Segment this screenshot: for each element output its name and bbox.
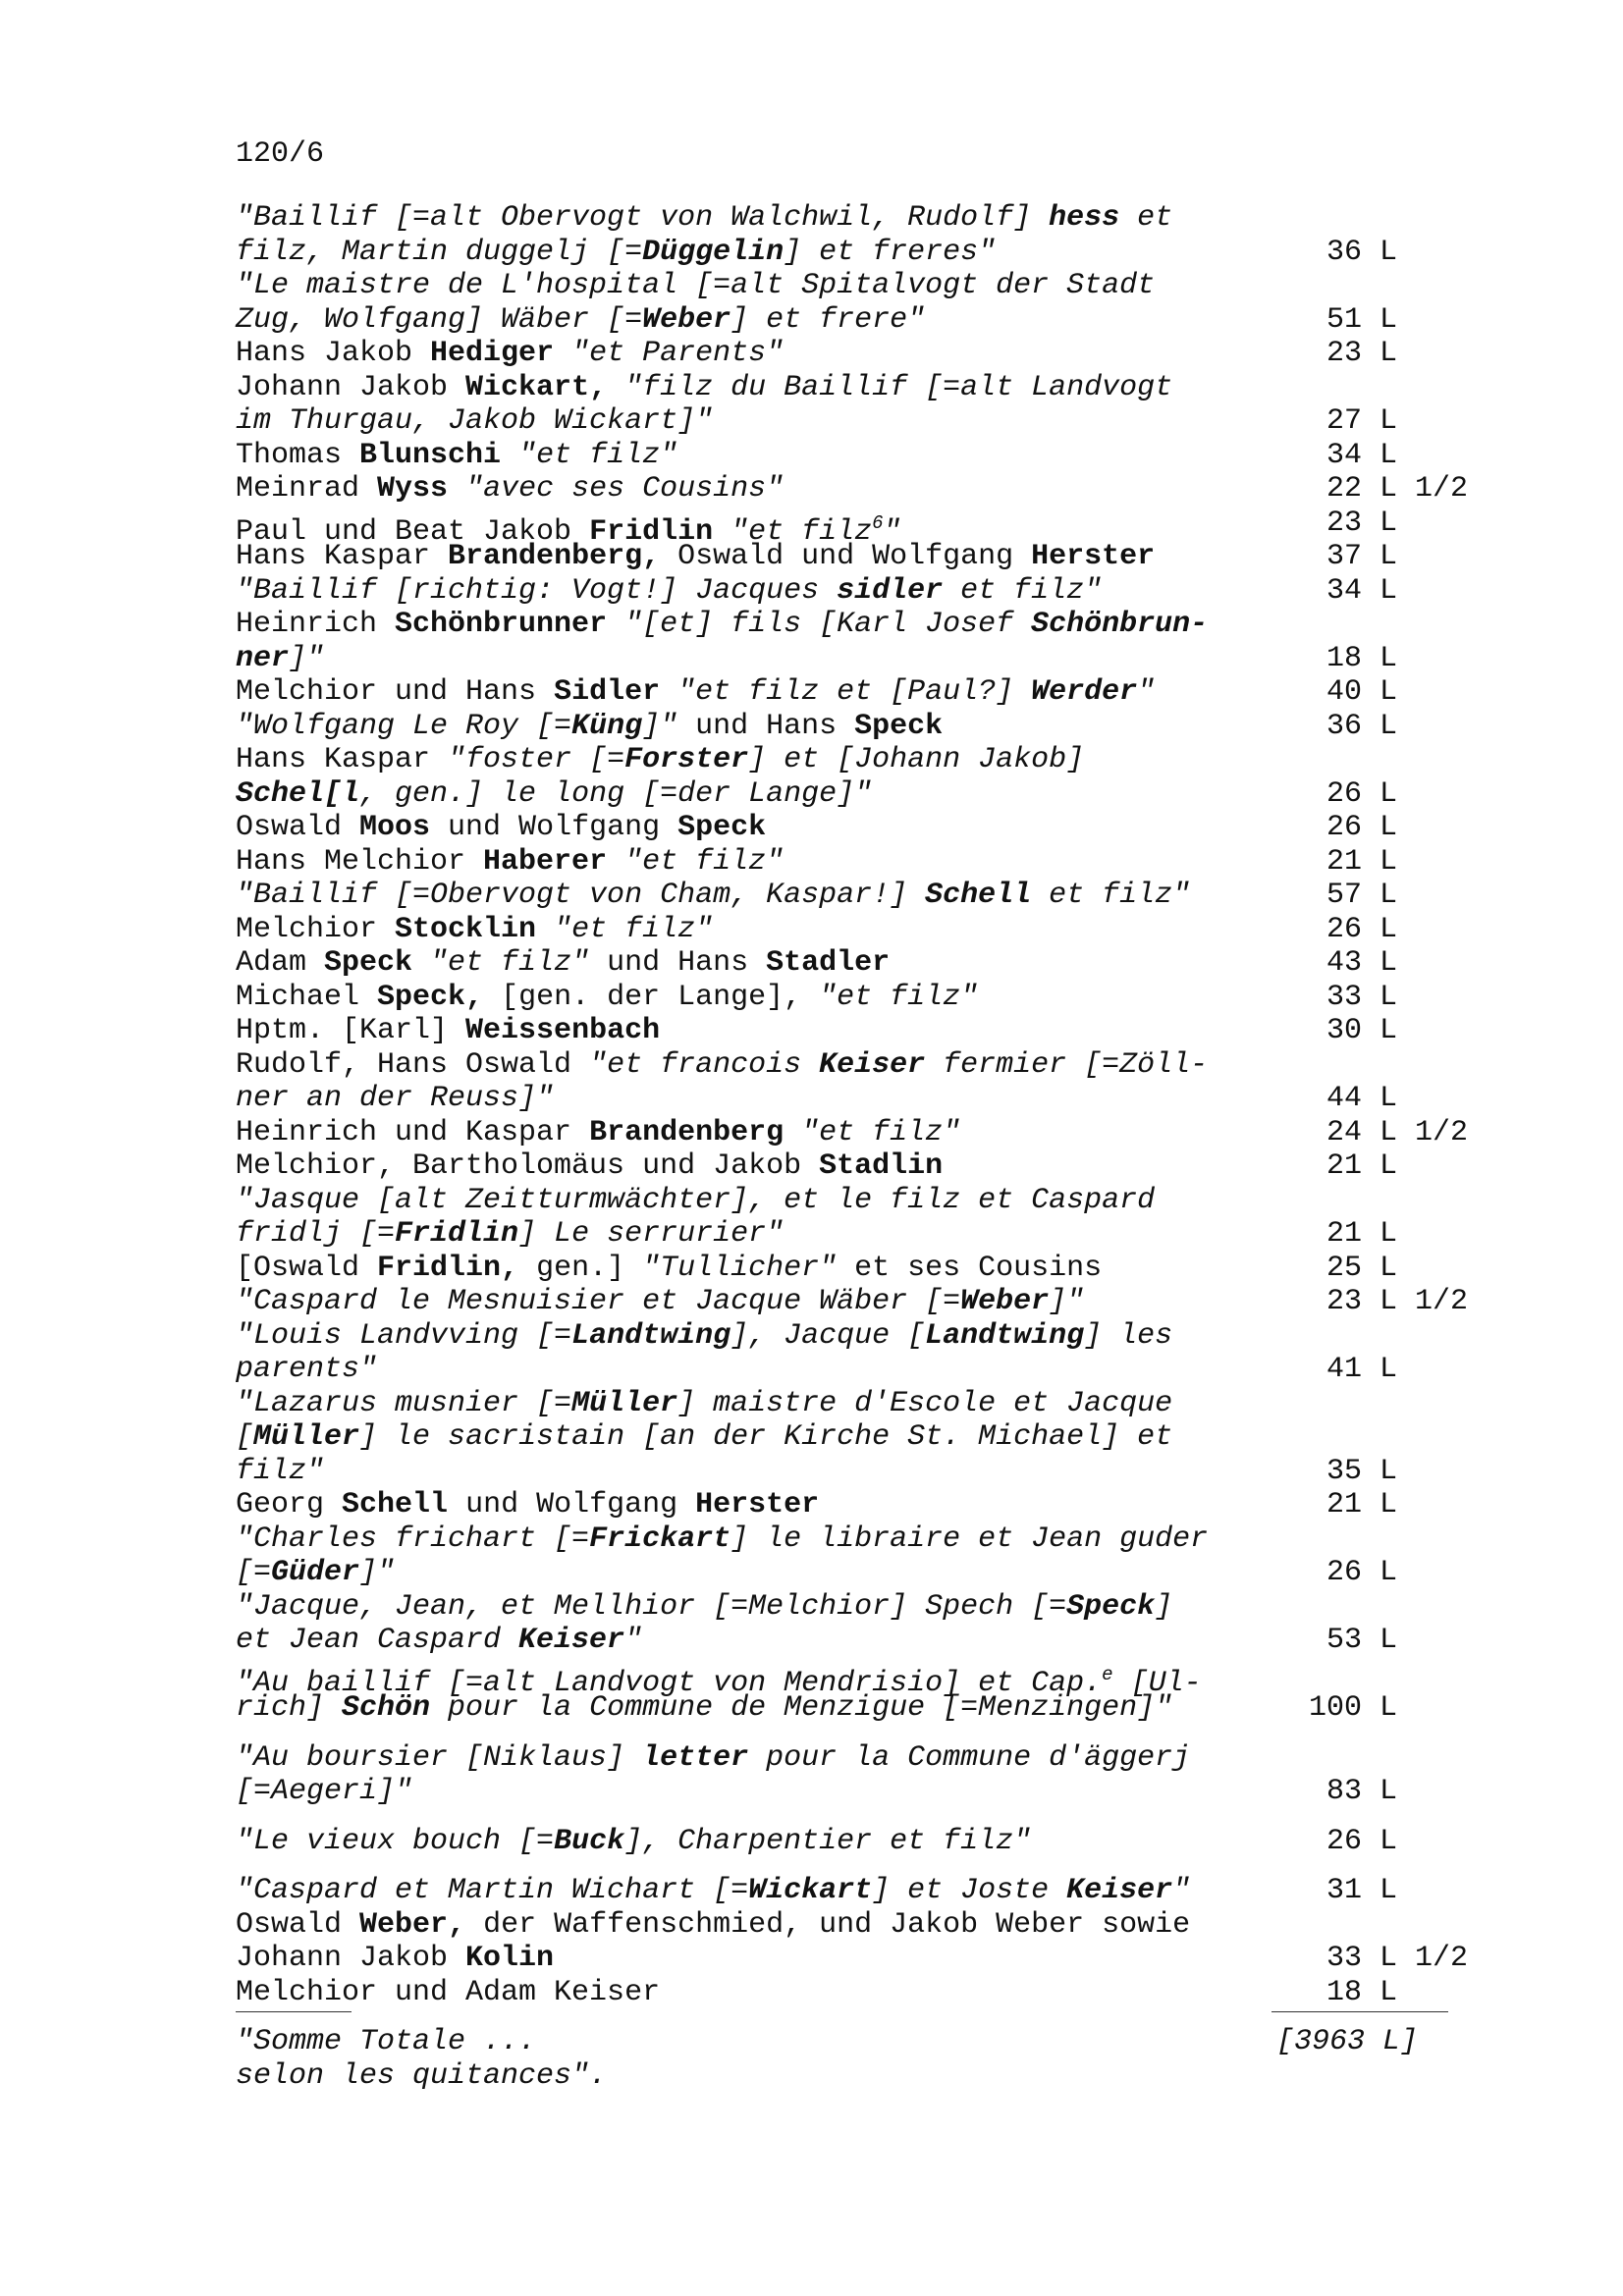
entry-amount: 100 L (1309, 1691, 1398, 1725)
text-segment: ] et frere" (730, 302, 926, 337)
text-segment: " (1137, 675, 1156, 709)
total-amount: [3963 L] (1276, 2025, 1419, 2058)
text-segment: Weber, (359, 1907, 466, 1942)
text-segment: Wickart, (465, 370, 608, 404)
text-segment: "foster [= (448, 743, 625, 776)
entry-amount: 53 L (1326, 1624, 1398, 1657)
text-segment: ]" (289, 641, 325, 675)
text-segment: Weber (642, 302, 731, 337)
entry-amount: 33 L (1326, 980, 1398, 1014)
text-segment: Hans Kaspar (236, 743, 449, 776)
text-segment: [=Aegeri]" (236, 1775, 413, 1808)
text-segment: Werder (1031, 675, 1138, 709)
entry-line-text (236, 371, 1172, 404)
text-segment: "[et] fils [Karl Josef (607, 608, 1032, 641)
entry-amount: 44 L (1326, 1082, 1398, 1115)
entry-amount: 36 L (1326, 235, 1398, 269)
entry-line-text (236, 1048, 1208, 1082)
text-segment: Sidler (554, 675, 661, 709)
entry-amount: 40 L (1326, 675, 1398, 709)
entry-line-text (236, 1522, 1208, 1556)
text-segment: parents" (236, 1353, 378, 1386)
entry-amount: 25 L (1326, 1251, 1398, 1285)
entry-line-text (236, 540, 1155, 573)
separator-rule-left (236, 2011, 352, 2012)
text-segment: Meinrad (236, 472, 378, 506)
entry-line-text (236, 1556, 395, 1589)
entry-amount: 43 L (1326, 946, 1398, 980)
text-segment: Brandenberg, (448, 540, 661, 573)
entry-line-text (236, 1285, 1084, 1318)
text-segment: Melchior und Adam Keiser (236, 1975, 661, 2009)
text-segment: und Hans (677, 709, 855, 743)
text-segment: Fridlin (589, 514, 714, 549)
text-segment: Schell (925, 879, 1032, 912)
text-segment: Brandenberg (589, 1115, 784, 1149)
text-segment: "et filz" (554, 912, 714, 946)
text-segment: Paul und Beat Jakob (236, 514, 590, 549)
text-segment: "Somme Totale ... (236, 2025, 537, 2058)
entry-amount: 31 L (1326, 1874, 1398, 1907)
entry-amount: 22 L 1/2 (1326, 472, 1469, 506)
text-segment: Adam (236, 946, 325, 980)
text-segment: gen.] (518, 1251, 643, 1285)
text-segment: "Lazarus musnier [= (236, 1386, 572, 1420)
entry-line-text (236, 337, 784, 370)
entry-amount: 26 L (1326, 811, 1398, 844)
entry-line-text (236, 439, 677, 472)
text-segment: ] Le serrurier" (518, 1217, 784, 1251)
text-segment: Oswald und Wolfgang (660, 540, 1032, 573)
text-segment: Schönbrun- (1031, 608, 1209, 641)
text-segment: letter (642, 1740, 749, 1775)
text-segment: Speck, (377, 980, 484, 1014)
text-segment: "Baillif [richtig: Vogt!] Jacques (236, 573, 838, 608)
text-segment: 6 (872, 511, 884, 534)
text-segment (536, 913, 554, 946)
text-segment: Keiser (819, 1047, 926, 1082)
text-segment: selon les quitances". (236, 2058, 608, 2093)
entry-amount: 34 L (1326, 573, 1398, 608)
entry-line-text (236, 608, 1208, 641)
text-segment: "Wolfgang Le Roy [= (236, 709, 572, 743)
text-segment: "Le maistre de L'hospital [=alt Spitalvogt der Stadt (236, 269, 1156, 302)
text-segment: ]" (359, 1556, 396, 1589)
text-segment: "et filz et [Paul?] (677, 675, 1032, 709)
text-segment: Fridlin, (377, 1251, 519, 1285)
text-segment: "Jacque, Jean, et Mellhior [=Melchior] Spech [= (236, 1589, 1067, 1624)
text-segment: ] le libraire et Jean guder (730, 1522, 1209, 1556)
text-segment: Schön (342, 1691, 431, 1725)
page-number: 120/6 (236, 137, 325, 171)
entry-line-text (236, 845, 784, 879)
entry-amount: 41 L (1326, 1353, 1398, 1386)
text-segment: et filz" (943, 573, 1103, 608)
entry-line-text (236, 1353, 377, 1386)
text-segment: und Wolfgang (448, 1488, 696, 1522)
entry-line-text (236, 201, 1172, 235)
entry-line-text (236, 1455, 324, 1488)
text-segment: [Ul- (1112, 1666, 1202, 1700)
text-segment: "Caspard et Martin Wichart [= (236, 1874, 749, 1907)
text-segment: Buck (554, 1824, 625, 1858)
entry-line-text (236, 574, 1102, 608)
text-segment: Forster (624, 743, 749, 776)
entry-line-text (236, 1825, 1031, 1858)
text-segment: ], Jacque [ (730, 1318, 926, 1353)
entry-amount: 23 L 1/2 (1326, 1285, 1469, 1318)
text-segment: "et Parents" (571, 337, 784, 370)
text-segment: [gen. der Lange], (483, 980, 820, 1014)
text-segment: ] le sacristain [an der Kirche St. Michael] et (359, 1420, 1173, 1454)
text-segment: Speck (324, 946, 413, 980)
text-segment: filz" (236, 1454, 325, 1488)
text-segment: und Hans (589, 946, 767, 980)
entry-amount: 21 L (1326, 1488, 1398, 1522)
text-segment: Frickart (589, 1522, 731, 1556)
text-segment: ] les (1084, 1318, 1173, 1353)
entry-amount: 33 L 1/2 (1326, 1942, 1469, 1975)
text-segment: Weber (960, 1285, 1050, 1318)
text-segment: Düggelin (642, 235, 784, 269)
text-segment: ] et Joste (872, 1874, 1067, 1907)
text-segment: " (624, 1624, 643, 1657)
text-segment: fermier [=Zöll- (925, 1047, 1209, 1082)
entry-amount: 23 L (1326, 506, 1398, 540)
text-segment: "Charles frichart [= (236, 1522, 590, 1556)
text-segment (784, 1116, 801, 1149)
text-segment: " (1172, 1874, 1191, 1907)
text-segment: Oswald (236, 1907, 360, 1942)
entry-line-text (236, 236, 996, 269)
text-segment: "et francois (589, 1047, 820, 1082)
text-segment: "Au boursier [Niklaus] (236, 1740, 643, 1775)
text-segment: Hans Melchior (236, 844, 484, 879)
entry-line-text (236, 1319, 1172, 1353)
entry-line-text (236, 1082, 554, 1115)
text-segment: Müller (253, 1420, 360, 1454)
text-segment: "avec ses Cousins" (465, 472, 784, 506)
text-segment: Güder (271, 1556, 360, 1589)
entry-line-text (236, 1420, 1172, 1454)
entry-amount: 51 L (1326, 302, 1398, 337)
entry-line-text (236, 1387, 1172, 1420)
entry-line-text (236, 1217, 784, 1251)
text-segment: [ (236, 1420, 254, 1454)
text-segment: et ses Cousins (837, 1251, 1103, 1285)
entry-line-text (236, 1908, 1190, 1942)
text-segment: ner (236, 641, 290, 675)
entry-amount: 24 L 1/2 (1326, 1115, 1469, 1149)
entry-amount: 21 L (1326, 1149, 1398, 1183)
entry-amount: 26 L (1326, 912, 1398, 946)
entry-line-text (236, 1691, 1172, 1725)
text-segment: Blunschi (359, 438, 502, 472)
text-segment: ] et [Johann Jakob] (748, 743, 1085, 776)
entry-line-text (236, 1116, 960, 1149)
text-segment: "et filz" (430, 946, 590, 980)
text-segment: Haberer (483, 844, 608, 879)
text-segment: Keiser (1066, 1874, 1173, 1907)
entry-line-text (236, 1775, 412, 1808)
text-segment: Oswald (236, 811, 360, 844)
text-segment (448, 472, 465, 506)
text-segment: "Baillif [=alt Obervogt von Walchwil, Rudolf] (236, 201, 1050, 235)
text-segment: Hans Kaspar (236, 540, 449, 573)
text-segment (554, 337, 571, 370)
text-segment (607, 845, 624, 879)
entry-amount: 26 L (1326, 1824, 1398, 1858)
text-segment: fridlj [= (236, 1217, 396, 1251)
text-segment (501, 439, 518, 472)
text-segment: sidler (837, 573, 944, 608)
text-segment: et filz" (1031, 879, 1191, 912)
text-segment: ] et freres" (784, 235, 997, 269)
entry-amount: 18 L (1326, 1975, 1398, 2009)
text-segment: Keiser (518, 1624, 625, 1657)
entry-line-text (236, 642, 324, 675)
text-segment: "Caspard le Mesnuisier et Jacque Wäber [= (236, 1285, 961, 1318)
text-segment: Hptm. [Karl] (236, 1014, 466, 1047)
text-segment: "Au baillif [=alt Landvogt von Mendrisio] et Cap. (236, 1666, 1103, 1700)
text-segment: "Jasque [alt Zeitturmwächter], et le filz et Caspard (236, 1183, 1156, 1217)
entry-line-text (236, 1874, 1190, 1907)
text-segment: Rudolf, Hans Oswald (236, 1047, 590, 1082)
text-segment: filz, Martin duggelj [= (236, 235, 643, 269)
text-segment: ] (1155, 1589, 1173, 1624)
text-segment: "Baillif [=Obervogt von Cham, Kaspar!] (236, 879, 926, 912)
entry-line-text (236, 1741, 1190, 1775)
text-segment: Speck (677, 811, 767, 844)
text-segment: hess (1049, 201, 1120, 235)
entry-line-text (236, 1658, 1202, 1700)
entry-line-text (236, 675, 1155, 709)
text-segment: "et filz" (801, 1115, 961, 1149)
text-segment: Michael (236, 980, 378, 1014)
entry-line-text (236, 1942, 554, 1975)
text-segment: " (883, 514, 901, 549)
text-segment: Wickart (748, 1874, 873, 1907)
text-segment: , gen.] le long [=der Lange]" (359, 776, 873, 811)
text-segment: Moos (359, 811, 431, 844)
text-segment: Fridlin (395, 1217, 519, 1251)
entry-line-text (236, 1976, 660, 2009)
text-segment: Johann Jakob (236, 370, 466, 404)
text-segment: Kolin (465, 1942, 555, 1975)
text-segment: rich] (236, 1691, 343, 1725)
entry-line-text (236, 1014, 660, 1047)
text-segment: Weissenbach (465, 1014, 661, 1047)
entry-line-text (236, 507, 901, 549)
text-segment: Müller (571, 1386, 678, 1420)
text-segment: Stadlin (819, 1149, 944, 1183)
entry-line-text (236, 303, 925, 337)
entry-line-text (236, 913, 713, 946)
text-segment: Landtwing (571, 1318, 731, 1353)
text-segment: Speck (1066, 1589, 1156, 1624)
text-segment: pour la Commune de Menzigue [=Menzingen]" (430, 1691, 1173, 1725)
text-segment: "et filz" (518, 438, 678, 472)
text-segment: "Le vieux bouch [= (236, 1824, 555, 1858)
text-segment: [= (236, 1556, 272, 1589)
text-segment: ner an der Reuss]" (236, 1082, 555, 1115)
entry-line-text (236, 981, 978, 1014)
text-segment: im Thurgau, Jakob Wickart]" (236, 404, 714, 438)
text-segment: Johann Jakob (236, 1942, 466, 1975)
entry-line-text (236, 1488, 819, 1522)
text-segment: Hediger (430, 337, 555, 370)
entry-line-text (236, 1184, 1155, 1217)
text-segment: Stocklin (395, 912, 537, 946)
entry-amount: 57 L (1326, 879, 1398, 912)
entry-amount: 18 L (1326, 641, 1398, 675)
entry-line-text (236, 710, 943, 743)
text-segment: Heinrich (236, 608, 396, 641)
text-segment: [Oswald (236, 1251, 378, 1285)
entry-amount: 83 L (1326, 1775, 1398, 1808)
entry-amount: 37 L (1326, 540, 1398, 573)
entry-line-text (236, 404, 713, 438)
text-segment: "Tullicher" (642, 1251, 838, 1285)
text-segment: und Wolfgang (430, 811, 678, 844)
entry-line-text (236, 946, 890, 980)
text-segment: Zug, Wolfgang] Wäber [= (236, 302, 643, 337)
text-segment: pour la Commune d'äggerj (748, 1740, 1191, 1775)
text-segment: e (1102, 1663, 1113, 1685)
text-segment: ], Charpentier et filz" (624, 1824, 1032, 1858)
entry-line-text (236, 879, 1190, 912)
text-segment: Landtwing (925, 1318, 1085, 1353)
text-segment: ]" (642, 709, 678, 743)
text-segment: Speck (854, 709, 944, 743)
entry-line-text (236, 472, 784, 506)
text-segment: "et filz" (624, 844, 784, 879)
entry-line-text (236, 1149, 943, 1183)
text-segment (660, 675, 677, 709)
entry-amount: 35 L (1326, 1454, 1398, 1488)
text-segment: Melchior (236, 912, 396, 946)
total-line-text (236, 2025, 536, 2058)
text-segment: Herster (695, 1488, 820, 1522)
entry-line-text (236, 1252, 1102, 1285)
text-segment: Herster (1031, 540, 1156, 573)
entry-line-text (236, 1624, 642, 1657)
text-segment: Küng (571, 709, 643, 743)
text-segment: "Louis Landvving [= (236, 1318, 572, 1353)
text-segment: et Jean Caspard (236, 1624, 519, 1657)
entry-amount: 26 L (1326, 1556, 1398, 1589)
text-segment: ] maistre d'Escole et Jacque (677, 1386, 1173, 1420)
entry-amount: 36 L (1326, 709, 1398, 743)
text-segment (607, 371, 624, 404)
entry-line-text (236, 777, 872, 811)
separator-rule-right (1271, 2011, 1448, 2012)
entry-amount: 21 L (1326, 1217, 1398, 1251)
text-segment: Melchior, Bartholomäus und Jakob (236, 1149, 820, 1183)
text-segment: Schönbrunner (395, 608, 608, 641)
text-segment: Melchior und Hans (236, 675, 555, 709)
total-line-text (236, 2059, 607, 2093)
text-segment: Heinrich und Kaspar (236, 1115, 590, 1149)
text-segment: "et filz" (819, 980, 979, 1014)
text-segment: ]" (1049, 1285, 1085, 1318)
text-segment: Thomas (236, 438, 360, 472)
text-segment: Wyss (377, 472, 449, 506)
entry-amount: 21 L (1326, 844, 1398, 879)
text-segment: der Waffenschmied, und Jakob Weber sowie (465, 1907, 1191, 1942)
entry-amount: 30 L (1326, 1014, 1398, 1047)
text-segment: Schel[l (236, 776, 360, 811)
text-segment: et (1119, 201, 1173, 235)
entry-amount: 23 L (1326, 337, 1398, 370)
entry-amount: 34 L (1326, 438, 1398, 472)
text-segment: Schell (342, 1488, 449, 1522)
entry-line-text (236, 1590, 1172, 1624)
entry-amount: 27 L (1326, 404, 1398, 438)
entry-line-text (236, 811, 766, 844)
entry-line-text (236, 743, 1084, 776)
entry-amount: 26 L (1326, 776, 1398, 811)
text-segment: Hans Jakob (236, 337, 431, 370)
text-segment (412, 946, 430, 980)
text-segment: Stadler (766, 946, 891, 980)
text-segment: "et filz (730, 514, 873, 549)
text-segment: "filz du Baillif [=alt Landvogt (624, 370, 1173, 404)
entry-line-text (236, 269, 1155, 302)
text-segment: Georg (236, 1488, 343, 1522)
